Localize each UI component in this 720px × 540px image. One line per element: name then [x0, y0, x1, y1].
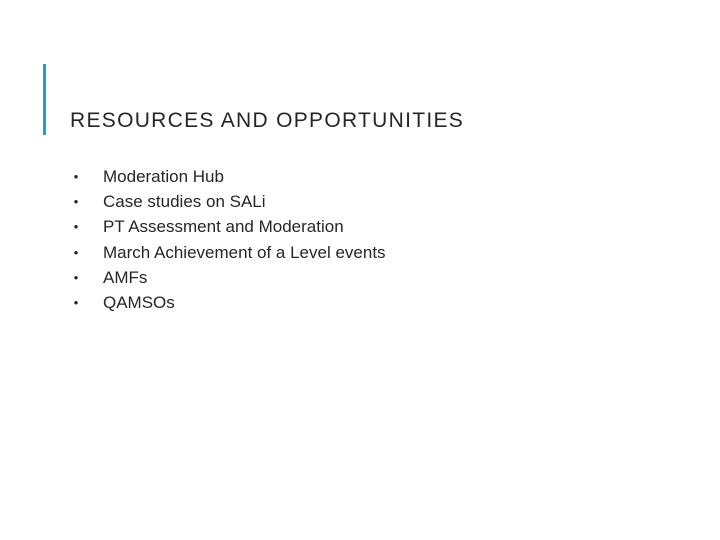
list-item-text: Moderation Hub	[103, 167, 224, 186]
list-item-text: AMFs	[103, 267, 148, 287]
bullet-icon: •	[73, 219, 79, 235]
bullet-icon: •	[73, 244, 79, 260]
list-item-text: Case studies on SALi	[103, 192, 266, 212]
bullet-icon: •	[73, 294, 79, 310]
slide-title: RESOURCES AND OPPORTUNITIES	[70, 109, 465, 132]
title-accent-bar	[43, 64, 46, 135]
list-item-text: March Achievement of a Level events	[103, 242, 386, 262]
list-item-text: QAMSOs	[103, 292, 175, 312]
list-item-text: PT Assessment and Moderation	[103, 217, 344, 237]
bullet-icon: •	[73, 169, 79, 184]
bullet-icon: •	[73, 269, 79, 285]
bullet-icon: •	[73, 194, 79, 210]
